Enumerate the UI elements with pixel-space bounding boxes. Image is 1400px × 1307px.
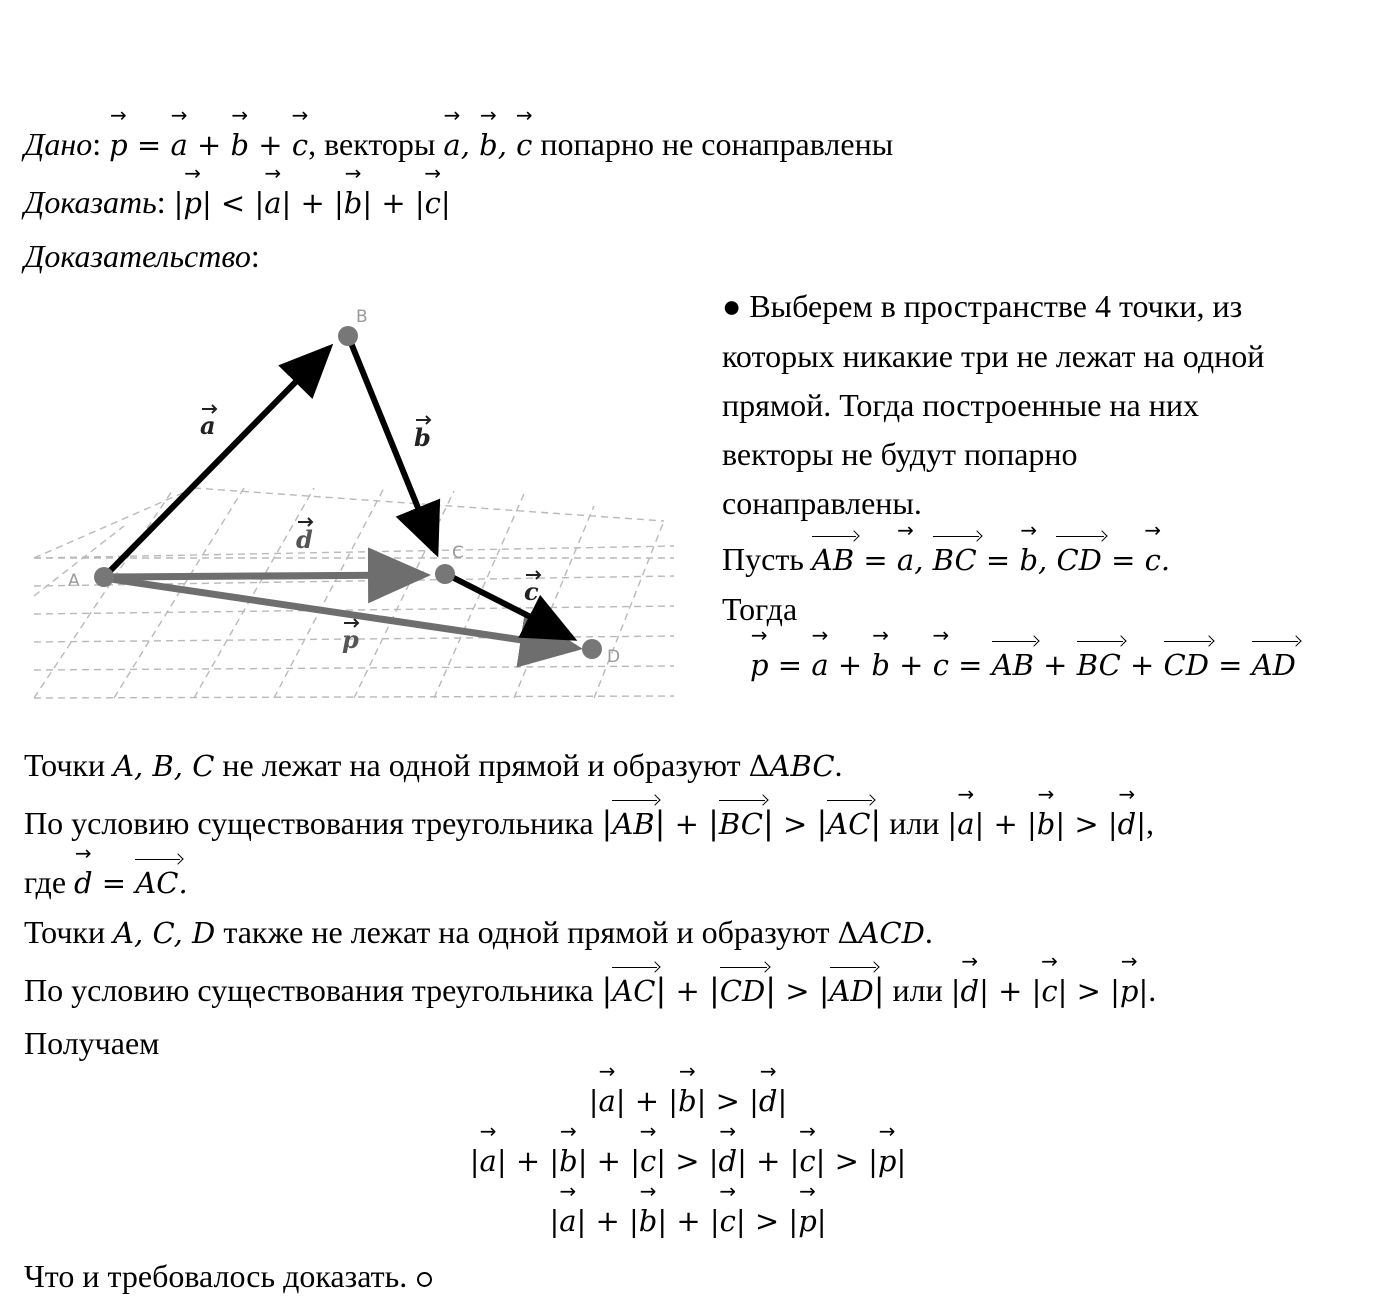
qed-text: Что и требовалось доказать. (24, 1258, 408, 1294)
right-line-4: векторы не будут попарно (722, 436, 1078, 472)
label-vec-p: p (342, 625, 359, 654)
label-vec-d: d (296, 525, 313, 554)
let-word: Пусть (722, 541, 804, 577)
label-vec-c: c (524, 577, 539, 606)
vector-figure (24, 296, 684, 716)
label-A: A (68, 571, 80, 591)
given-label: Дано (24, 126, 93, 162)
given-text: векторы (324, 126, 436, 162)
given-tail: попарно не сонаправлены (540, 126, 894, 162)
point-C (435, 564, 455, 584)
get-line: Получаем (24, 1025, 160, 1061)
right-line-1 (722, 286, 1242, 326)
inequality-1: |a →| + |b →| > |d →| (0, 1080, 1376, 1121)
sum-equation: p → = a → + b → + c → = AB + BC + CD = AD (750, 644, 1296, 685)
prove-label: Доказать (24, 184, 157, 220)
points-abc-line: Точки A, B, C не лежат на одной прямой и образуют ΔABC. (24, 747, 843, 783)
right-let-line: Пусть AB = a →, BC = b →, CD = c →. (722, 539, 1170, 580)
condition-line-1: По условию существования треугольника |AB| + |BC| > |AC| или |a →| + |b →| > |d →|, (24, 803, 1154, 844)
prove-line: Доказать: |p →| < |a →| + |b →| + |c →| (24, 182, 451, 223)
inequality-3: |a →| + |b →| + |c →| > |p →| (0, 1200, 1376, 1241)
label-C: C (452, 543, 464, 563)
given-line: Дано: p → = a → + b → + c →, векторы a →, b →, c → попарно не сонаправлены (24, 124, 893, 165)
vector-d-line (104, 575, 424, 577)
proof-label: Доказательство (24, 238, 251, 274)
right-line-5: сонаправлены. (722, 485, 922, 521)
label-vec-b: b (414, 423, 431, 452)
right-line-2: которых никакие три не лежат на одной (722, 338, 1265, 374)
inequality-2: |a →| + |b →| + |c →| > |d →| + |c →| > |p →| (0, 1140, 1376, 1181)
points-acd-line: Точки A, C, D также не лежат на одной прямой и образуют ΔACD. (24, 914, 933, 950)
right-line-3: прямой. Тогда построенные на них (722, 387, 1199, 423)
label-vec-a: a (200, 411, 216, 440)
point-D (582, 639, 602, 659)
point-A (94, 567, 114, 587)
qed-line (24, 1256, 432, 1296)
label-B: B (356, 307, 368, 327)
condition-line-2: По условию существования треугольника |AC| + |CD| > |AD| или |d →| + |c →| > |p →|. (24, 970, 1156, 1011)
where-line: где d → = AC. (24, 862, 188, 903)
bullet: ● (722, 288, 742, 324)
qed-circle-icon (417, 1272, 432, 1287)
right-then-line: Тогда (722, 591, 798, 627)
proof-line: Доказательство: (24, 238, 260, 274)
label-D: D (607, 647, 621, 667)
point-B (338, 326, 358, 346)
grid-plane (34, 488, 674, 698)
vector-p-line (104, 578, 576, 648)
right-text-1: Выберем в пространстве 4 точки, из (749, 288, 1243, 324)
